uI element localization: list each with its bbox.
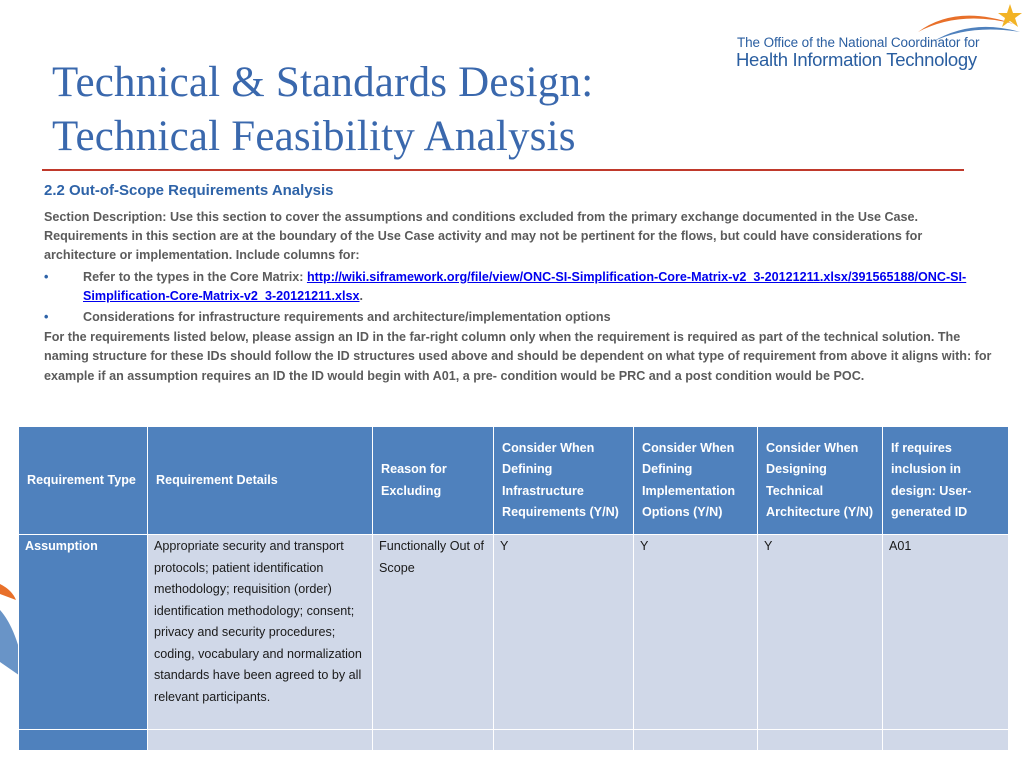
bullet-core-matrix (44, 268, 994, 306)
slide-title (52, 56, 742, 164)
table-row (19, 730, 1009, 751)
header-user-generated-id: If requires inclusion in design: User-generated ID (883, 427, 1009, 535)
bullet-marker: • (44, 310, 49, 325)
cell-consider-infrastructure: Y (494, 535, 634, 730)
cell-user-generated-id (883, 730, 1009, 751)
bullet-considerations-text: Considerations for infrastructure requirements and architecture/implementation options (83, 310, 611, 325)
bullet-list (44, 268, 994, 328)
header-consider-infrastructure: Consider When Defining Infrastructure Requirements (Y/N) (494, 427, 634, 535)
table-header-row (19, 427, 1009, 535)
title-line-1: Technical & Standards Design: (52, 59, 594, 106)
bullet-considerations (44, 308, 994, 327)
logo-text-line-2: Health Information Technology (736, 49, 977, 70)
header-requirement-details: Requirement Details (148, 427, 373, 535)
core-matrix-link[interactable]: http://wiki.siframework.org/file/view/ONC-SI-Simplification-Core-Matrix-v2_3-20121211.xlsx/391565188/ONC-SI-Simplification-Core-Matrix-v2_3-20121211.xlsx (83, 269, 967, 303)
header-requirement-type: Requirement Type (19, 427, 148, 535)
section-heading: 2.2 Out-of-Scope Requirements Analysis (44, 182, 334, 199)
title-divider (42, 169, 964, 171)
header-consider-architecture: Consider When Designing Technical Architecture (Y/N) (758, 427, 883, 535)
cell-consider-infrastructure (494, 730, 634, 751)
section-description: Section Description: Use this section to cover the assumptions and conditions excluded from the primary exchange documented in the Use Case. Requirements in this section are at the boundary of the Use Case activity and may not be pertinent for the flows, but could have considerations for architecture or implementation. Include columns for: (44, 210, 923, 263)
out-of-scope-requirements-table (18, 426, 1009, 751)
id-instructions: For the requirements listed below, please assign an ID in the far-right column only when the requirement is required as part of the technical solution. The naming structure for these IDs should follow the ID structures used above and should be dependent on what type of requirement from above it aligns with: for example if an assumption requires an ID the ID would begin with A01, a pre- condition would be PRC and a post condition would be POC. (44, 330, 992, 383)
cell-requirement-type (19, 730, 148, 751)
bullet-core-matrix-suffix: . (359, 288, 363, 303)
title-line-2: Technical Feasibility Analysis (52, 113, 576, 160)
cell-consider-architecture (758, 730, 883, 751)
cell-requirement-details (148, 730, 373, 751)
header-reason-for-excluding: Reason for Excluding (373, 427, 494, 535)
cell-consider-implementation: Y (634, 535, 758, 730)
logo-text-line-1: The Office of the National Coordinator for (737, 35, 980, 50)
cell-consider-implementation (634, 730, 758, 751)
cell-reason-for-excluding (373, 730, 494, 751)
bullet-core-matrix-prefix: Refer to the types in the Core Matrix: (83, 269, 307, 284)
cell-requirement-type: Assumption (19, 535, 148, 730)
cell-consider-architecture: Y (758, 535, 883, 730)
bullet-marker: • (44, 269, 49, 284)
header-consider-implementation: Consider When Defining Implementation Options (Y/N) (634, 427, 758, 535)
section-content (44, 180, 994, 386)
cell-reason-for-excluding: Functionally Out of Scope (373, 535, 494, 730)
cell-requirement-details: Appropriate security and transport protocols; patient identification methodology; requisition (order) identification methodology; consent; privacy and security procedures; coding, vocabulary and normalization standards have been agreed to by all relevant participants. (148, 535, 373, 730)
table-row (19, 535, 1009, 730)
cell-user-generated-id: A01 (883, 535, 1009, 730)
onc-logo (736, 0, 1024, 80)
